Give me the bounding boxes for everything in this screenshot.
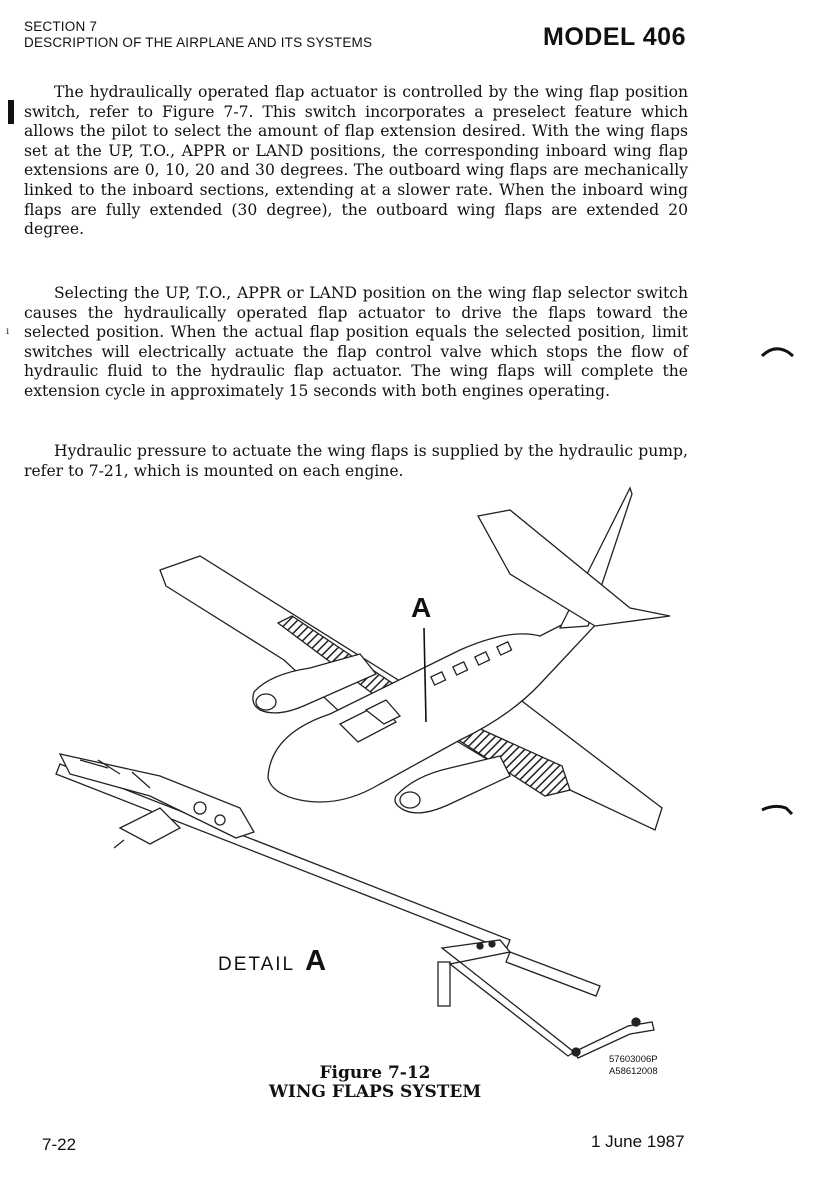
revision-change-bar xyxy=(8,100,14,124)
page-number: 7-22 xyxy=(42,1135,77,1154)
figure-code-1: 57603006P xyxy=(609,1054,658,1065)
horizontal-stabilizer xyxy=(478,510,670,626)
bellcrank xyxy=(442,940,510,962)
margin-mark-1 xyxy=(760,342,796,362)
section-title: DESCRIPTION OF THE AIRPLANE AND ITS SYSTEMS xyxy=(24,35,373,50)
running-header xyxy=(24,19,372,51)
detail-word: DETAIL xyxy=(218,954,296,975)
model-title: MODEL 406 xyxy=(543,23,686,51)
callout-a: A xyxy=(411,592,432,623)
paragraph-flap-selector: Selecting the UP, T.O., APPR or LAND position on the wing flap selector switch causes the hydraulically operated flap actuator to drive the flaps toward the selected position. When the actual flap position equals the selected position, limit switches will electrically actuate the flap control valve which stops the flow of hydraulic fluid to the hydraulic flap actuator. The wing flaps will complete the extension cycle in approximately 15 seconds with both engines operating. xyxy=(24,284,688,400)
paragraph-flap-actuator: The hydraulically operated flap actuator is controlled by the wing flap position switch, refer to Figure 7-7. This switch incorporates a preselect feature which allows the pilot to select the amount of flap extension desired. With the wing flaps set at the UP, T.O., APPR or LAND positions, the corresponding inboard wing flap extensions are 0, 10, 20 and 30 degrees. The outboard wing flaps are mechanically linked to the inboard sections, extending at a slower rate. When the inboard wing flaps are fully extended (30 degree), the outboard wing flaps are extended 20 degree. xyxy=(24,83,688,239)
margin-mark-2 xyxy=(760,800,796,820)
wing-flaps-illustration xyxy=(40,478,740,1098)
section-number: SECTION 7 xyxy=(24,19,98,34)
figure-caption xyxy=(220,1064,530,1102)
figure-code-2: A58612008 xyxy=(609,1066,658,1077)
detail-label xyxy=(218,945,326,978)
detail-letter: A xyxy=(305,945,327,977)
figure-number: Figure 7-12 xyxy=(319,1063,431,1083)
revision-date: 1 June 1987 xyxy=(591,1132,685,1151)
figure-codes xyxy=(609,1054,658,1078)
paragraph-hydraulic-pressure: Hydraulic pressure to actuate the wing flaps is supplied by the hydraulic pump, refer to 7-21, which is mounted on each engine. xyxy=(24,442,688,480)
margin-tick: ı xyxy=(6,326,10,337)
figure-title: WING FLAPS SYSTEM xyxy=(268,1082,482,1102)
